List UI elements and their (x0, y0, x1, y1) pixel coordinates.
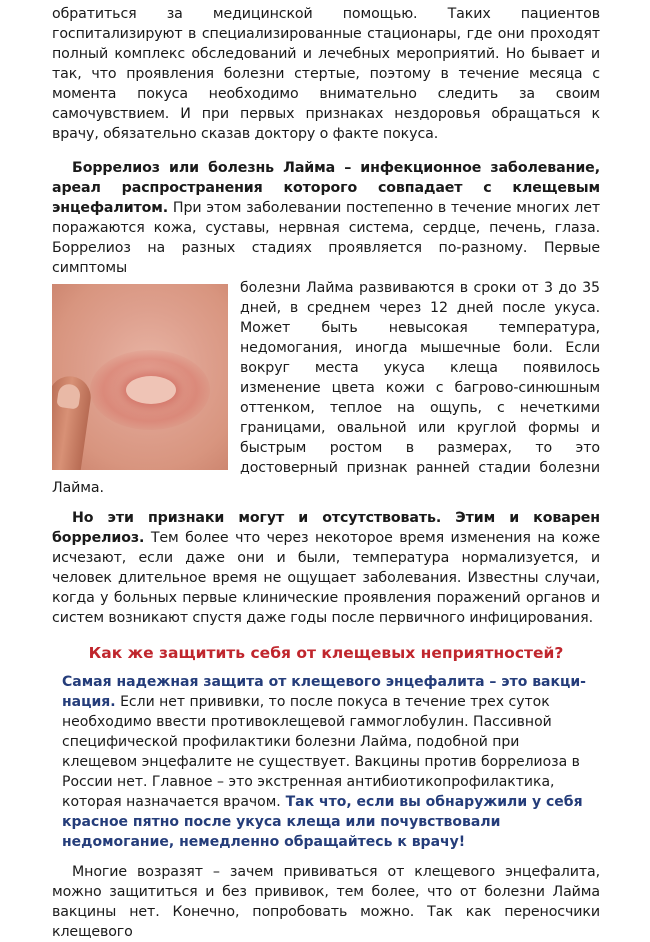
paragraph-signs (52, 508, 600, 628)
protection-text: Если нет прививки, то после покуса в течение трех суток необходимо ввести противоклещевой гаммоглобулин. Пассивной специфической профилактики болезни Лайма, подобной при клещевом энцефалите не существует. Вакцины против боррелиоза в России нет. Главное – это экстренная антибиотикопрофилактика, которая назначается врачом. (62, 694, 580, 810)
paragraph-objections: Многие возразят – зачем прививаться от клещевого энцефалита, можно защититься и без прививок, тем более, что от болезни Лайма вакцины нет. Конечно, попробовать можно. Так как переносчики клещевого (52, 864, 600, 940)
doctor-advice: Так что, если вы обнаружили у себя красное пятно после укуса клеща или почувствовали недомогание, немедленно обращайтесь к врачу! (62, 794, 583, 850)
signs-bold: Но эти признаки могут и отсутствовать. Этим и коварен боррелиоз. (52, 510, 600, 546)
lyme-definition: Боррелиоз или болезнь Лайма – инфекционное заболевание, ареал распространения которого совпадает с клещевым энцефалитом. (52, 160, 600, 216)
lyme-section (52, 158, 600, 498)
rash-center (126, 376, 176, 404)
document-page (52, 0, 600, 942)
finger-image (52, 374, 93, 470)
vaccination-lead: Самая надежная защита от клещевого энцефалита – это вакци-нация. (62, 674, 586, 710)
lyme-intro-text: При этом заболевании постепенно в течение многих лет поражаются кожа, суставы, нервная система, сердце, печень, глаза. Боррелиоз на разных стадиях проявляется по-разному. Первые симптомы (52, 200, 600, 276)
signs-text: Тем более что через некоторое время изменения на коже исчезают, если даже они и были, температура нормализуется, и человек длительное время не ощущает заболевания. Известны случаи, когда у больных первые клинические проявления поражений органов и систем возникают спустя даже годы после первичного инфицирования. (52, 530, 600, 626)
paragraph-hospital: обратиться за медицинской помощью. Таких пациентов госпитализируют в специализированные стационары, где они проходят полный комплекс обследований и лечебных мероприятий. Но бывает и так, что проявления болезни стертые, поэтому в течение месяца с момента покуса необходимо внимательно следить за своим самочувствием. И при первых признаках нездоровья обращаться к врачу, обязательно сказав доктору о факте покуса. (52, 6, 600, 142)
skin-rash-photo (52, 284, 228, 470)
paragraph-lyme-symptoms: болезни Лайма развиваются в сроки от 3 до 35 дней, в среднем через 12 дней после укуса. Может быть невысокая температура, недомогания, иногда мышечные боли. Если вокруг места укуса клеща появилось изменение цвета кожи с багрово-синюшным оттенком, теплое на ощупь, с нечеткими границами, овальной или круглой формы и быстрым ростом в размерах, то это достоверный признак ранней стадии болезни Лайма. (52, 280, 600, 496)
paragraph-lyme-intro (52, 158, 600, 278)
lyme-wrap-block (52, 278, 600, 498)
fingernail (56, 383, 81, 410)
protection-block (62, 672, 594, 852)
section-heading: Как же защитить себя от клещевых неприятностей? (88, 644, 564, 662)
